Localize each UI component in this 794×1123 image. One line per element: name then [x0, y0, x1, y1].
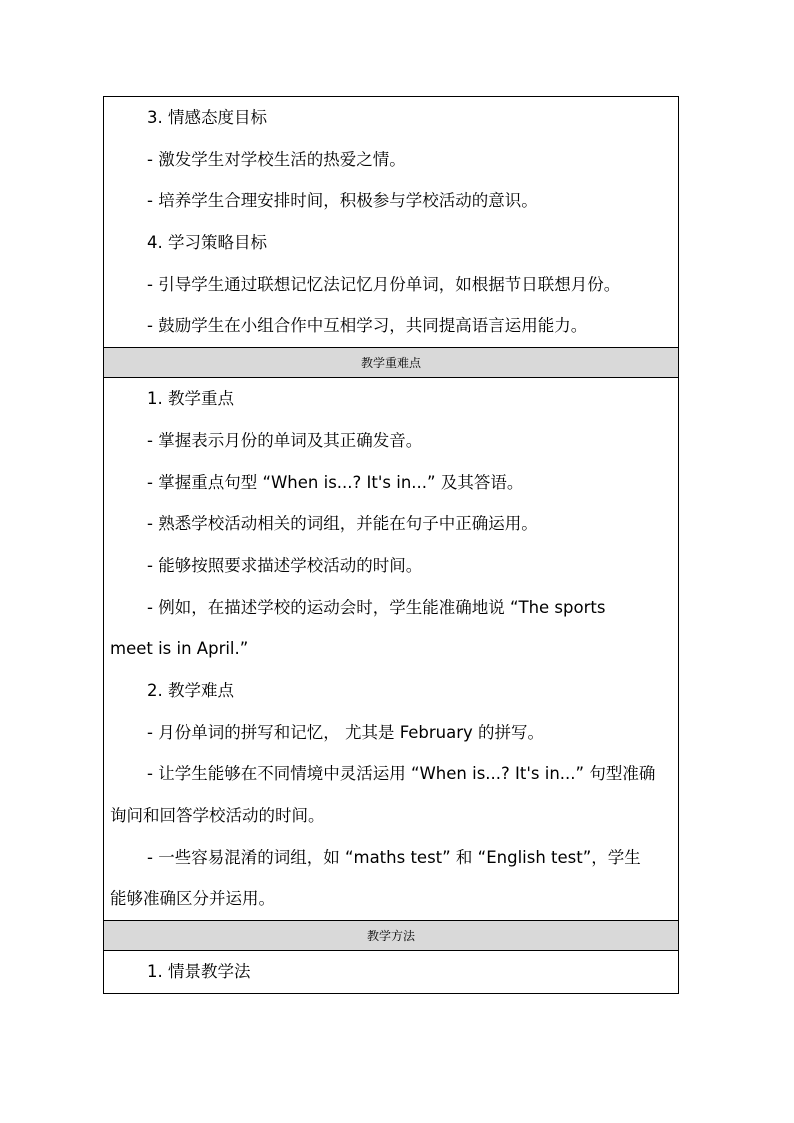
- text-line: - 培养学生合理安排时间，积极参与学校活动的意识。: [147, 191, 538, 211]
- section-header-key-difficult-points: 教学重难点: [104, 347, 678, 378]
- key-difficult-points-section: [104, 378, 678, 920]
- text-line: - 例如，在描述学校的运动会时，学生能准确地说 “The sports: [147, 597, 606, 617]
- text-line: - 一些容易混淆的词组，如 “maths test” 和 “English test”，学生: [147, 847, 641, 867]
- text-line: - 鼓励学生在小组合作中互相学习，共同提高语言运用能力。: [147, 316, 588, 336]
- heading-teaching-difficulty: 2. 教学难点: [147, 680, 234, 700]
- heading-situational-teaching: 1. 情景教学法: [147, 962, 251, 982]
- objectives-section: [104, 97, 678, 347]
- text-line: - 能够按照要求描述学校活动的时间。: [147, 555, 423, 575]
- heading-affective-goals: 3. 情感态度目标: [147, 108, 267, 127]
- text-line-continuation: 询问和回答学校活动的时间。: [110, 806, 325, 825]
- teaching-methods-section: [104, 951, 678, 993]
- text-line: - 掌握重点句型 “When is...? It's in...” 及其答语。: [147, 472, 524, 492]
- text-line: - 让学生能够在不同情境中灵活运用 “When is...? It's in...” 句型准确: [147, 764, 656, 784]
- text-line: - 激发学生对学校生活的热爱之情。: [147, 149, 406, 169]
- section-header-teaching-methods: 教学方法: [104, 920, 678, 951]
- text-line: - 月份单词的拼写和记忆， 尤其是 February 的拼写。: [147, 722, 545, 742]
- text-line-continuation: meet is in April.”: [110, 639, 249, 659]
- heading-learning-strategy-goals: 4. 学习策略目标: [147, 233, 267, 253]
- text-line: - 掌握表示月份的单词及其正确发音。: [147, 430, 423, 450]
- text-line: - 引导学生通过联想记忆法记忆月份单词，如根据节日联想月份。: [147, 274, 621, 294]
- heading-teaching-focus: 1. 教学重点: [147, 389, 234, 409]
- text-line-continuation: 能够准确区分并运用。: [110, 889, 275, 909]
- lesson-plan-table: [103, 96, 679, 994]
- text-line: - 熟悉学校活动相关的词组，并能在句子中正确运用。: [147, 514, 538, 534]
